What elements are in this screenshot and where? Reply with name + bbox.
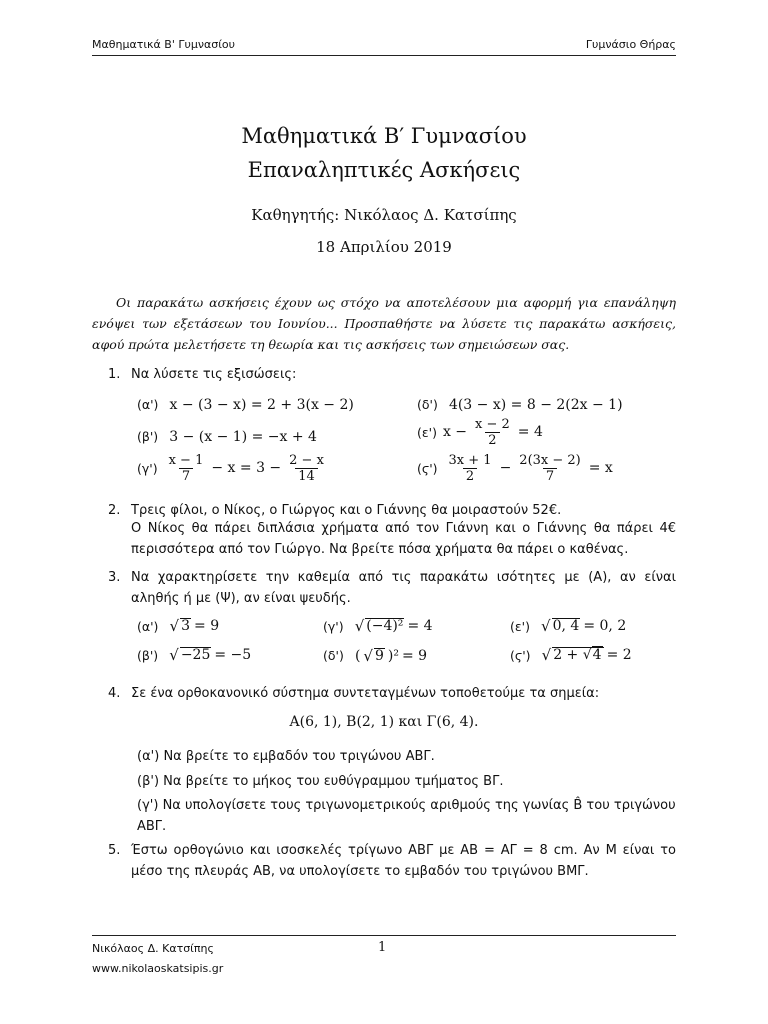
q1-e-fraction: $\frac{x - 2}{2}$: [475, 416, 510, 448]
q1-b-label: (β'): [137, 429, 159, 444]
title-line-2: Επαναληπτικές Ασκήσεις: [247, 158, 521, 182]
q2-number: 2.: [108, 503, 121, 518]
q3-f-label: (ϛ'): [510, 648, 531, 663]
q1-f-fraction-2: $\frac{2(3x - 2)}{7}$: [519, 452, 581, 484]
q1-c-label: (γ'): [137, 460, 158, 476]
q1-f: (ϛ') $\frac{3x + 1}{2}$ − $\frac{2(3x - 2)}{7}$ = x: [417, 452, 613, 484]
q3-a: (α') √ 3 = 9: [137, 617, 220, 635]
q1-b-eq: 3 − (x − 1) = −x + 4: [169, 429, 317, 445]
q1-c-fraction-1: $\frac{x - 1}{7}$: [168, 452, 204, 484]
q5-number: 5.: [108, 843, 121, 858]
q1-d-label: (δ'): [417, 397, 438, 412]
q1-d: [417, 394, 623, 413]
q1-text: Να λύσετε τις εξισώσεις:: [131, 367, 297, 382]
q1-a-label: (α'): [137, 397, 159, 412]
footer-author: Νικόλαος Δ. Κατσίπης: [92, 942, 214, 955]
teacher: Καθηγητής: Νικόλαος Δ. Κατσίπης: [251, 206, 517, 224]
q4-b: (β') Να βρείτε το μήκος του ευθύγραμμου τμήματος ΒΓ.: [137, 774, 504, 789]
q1-c-fraction-2: $\frac{2 - x}{14}$: [289, 452, 324, 484]
page-number: 1: [378, 940, 387, 955]
q4-a: (α') Να βρείτε το εμβαδόν του τριγώνου ΑΒΓ.: [137, 749, 435, 764]
q3-b: (β') √ −25 = −5: [137, 646, 252, 664]
q1-d-eq: 4(3 − x) = 8 − 2(2x − 1): [448, 397, 623, 413]
q2-text-2: Ο Νίκος θα πάρει διπλάσια χρήματα από τον Γιάννη και ο Γιάννης θα πάρει 4€ περισσότερα από τον Γιώργο. Να βρείτε πόσα χρήματα θα πάρει ο καθένας.: [131, 521, 676, 557]
q1-a: [137, 394, 354, 413]
q1-f-label: (ϛ'): [417, 460, 438, 476]
header-rule: [92, 55, 676, 56]
intro-paragraph: Οι παρακάτω ασκήσεις έχουν ως στόχο να αποτελέσουν μια αφορμή για επανάληψη ενόψει των εξετάσεων του Ιουνίου... Προσπαθήστε να λύσετε τις παρακάτω ασκήσεις, αφού πρώτα μελετήσετε τη θεωρία και τις ασκήσεις των σημειώσεων σας.: [92, 295, 676, 352]
q4-c: (γ') Να υπολογίσετε τους τριγωνομετρικούς αριθμούς της γωνίας B̂ του τριγώνου ΑΒΓ.: [137, 798, 676, 834]
q3-text: Να χαρακτηρίσετε την καθεμία από τις παρακάτω ισότητες με (Α), αν είναι αληθής ή με (Ψ), αν είναι ψευδής.: [131, 570, 676, 606]
q3-e: (ε') √ 0, 4 = 0, 2: [510, 617, 627, 635]
q4-number: 4.: [108, 686, 121, 701]
q3-d-label: (δ'): [323, 648, 344, 663]
q1-number: 1.: [108, 367, 121, 382]
q3-e-label: (ε'): [510, 619, 530, 634]
date: 18 Απριλίου 2019: [316, 238, 452, 256]
q1-c-mid: − x = 3 −: [211, 460, 282, 476]
q4-text: Σε ένα ορθοκανονικό σύστημα συντεταγμένων τοποθετούμε τα σημεία:: [131, 686, 600, 701]
q1-b: [137, 426, 317, 445]
q1-e-label: (ε'): [417, 424, 437, 440]
q3-b-label: (β'): [137, 648, 159, 663]
q2-text: Τρεις φίλοι, ο Νίκος, ο Γιώργος και ο Γιάννης θα μοιραστούν 52€.: [131, 503, 562, 518]
q3-c-label: (γ'): [323, 619, 344, 634]
q1-c: [137, 450, 329, 486]
q3-c: (γ') √ (−4)² = 4: [323, 617, 433, 635]
title-line-1: Μαθηματικά Β′ Γυμνασίου: [241, 124, 527, 148]
q3-a-label: (α'): [137, 619, 159, 634]
q1-e: (ε') x − $\frac{x - 2}{2}$ = 4: [417, 416, 543, 448]
q4-points: Α(6, 1), Β(2, 1) και Γ(6, 4).: [289, 714, 479, 730]
q3-f: (ϛ') √ 2 + √4 = 2: [510, 646, 632, 664]
q3-d: (δ') ( √ 9 )² = 9: [323, 647, 428, 665]
footer-url: www.nikolaoskatsipis.gr: [92, 962, 224, 975]
running-header-right: Γυμνάσιο Θήρας: [585, 38, 676, 51]
q5-text: Έστω ορθογώνιο και ισοσκελές τρίγωνο ΑΒΓ με ΑΒ = ΑΓ = 8 cm. Αν Μ είναι το μέσο της πλευράς ΑΒ, να υπολογίσετε το εμβαδόν του τριγώνου ΒΜΓ.: [131, 843, 676, 879]
running-header-left: Μαθηματικά Β' Γυμνασίου: [92, 38, 236, 51]
footer-rule: [92, 935, 676, 936]
q1-a-eq: x − (3 − x) = 2 + 3(x − 2): [169, 397, 354, 413]
q3-number: 3.: [108, 570, 121, 585]
q1-f-fraction-1: $\frac{3x + 1}{2}$: [448, 452, 492, 484]
